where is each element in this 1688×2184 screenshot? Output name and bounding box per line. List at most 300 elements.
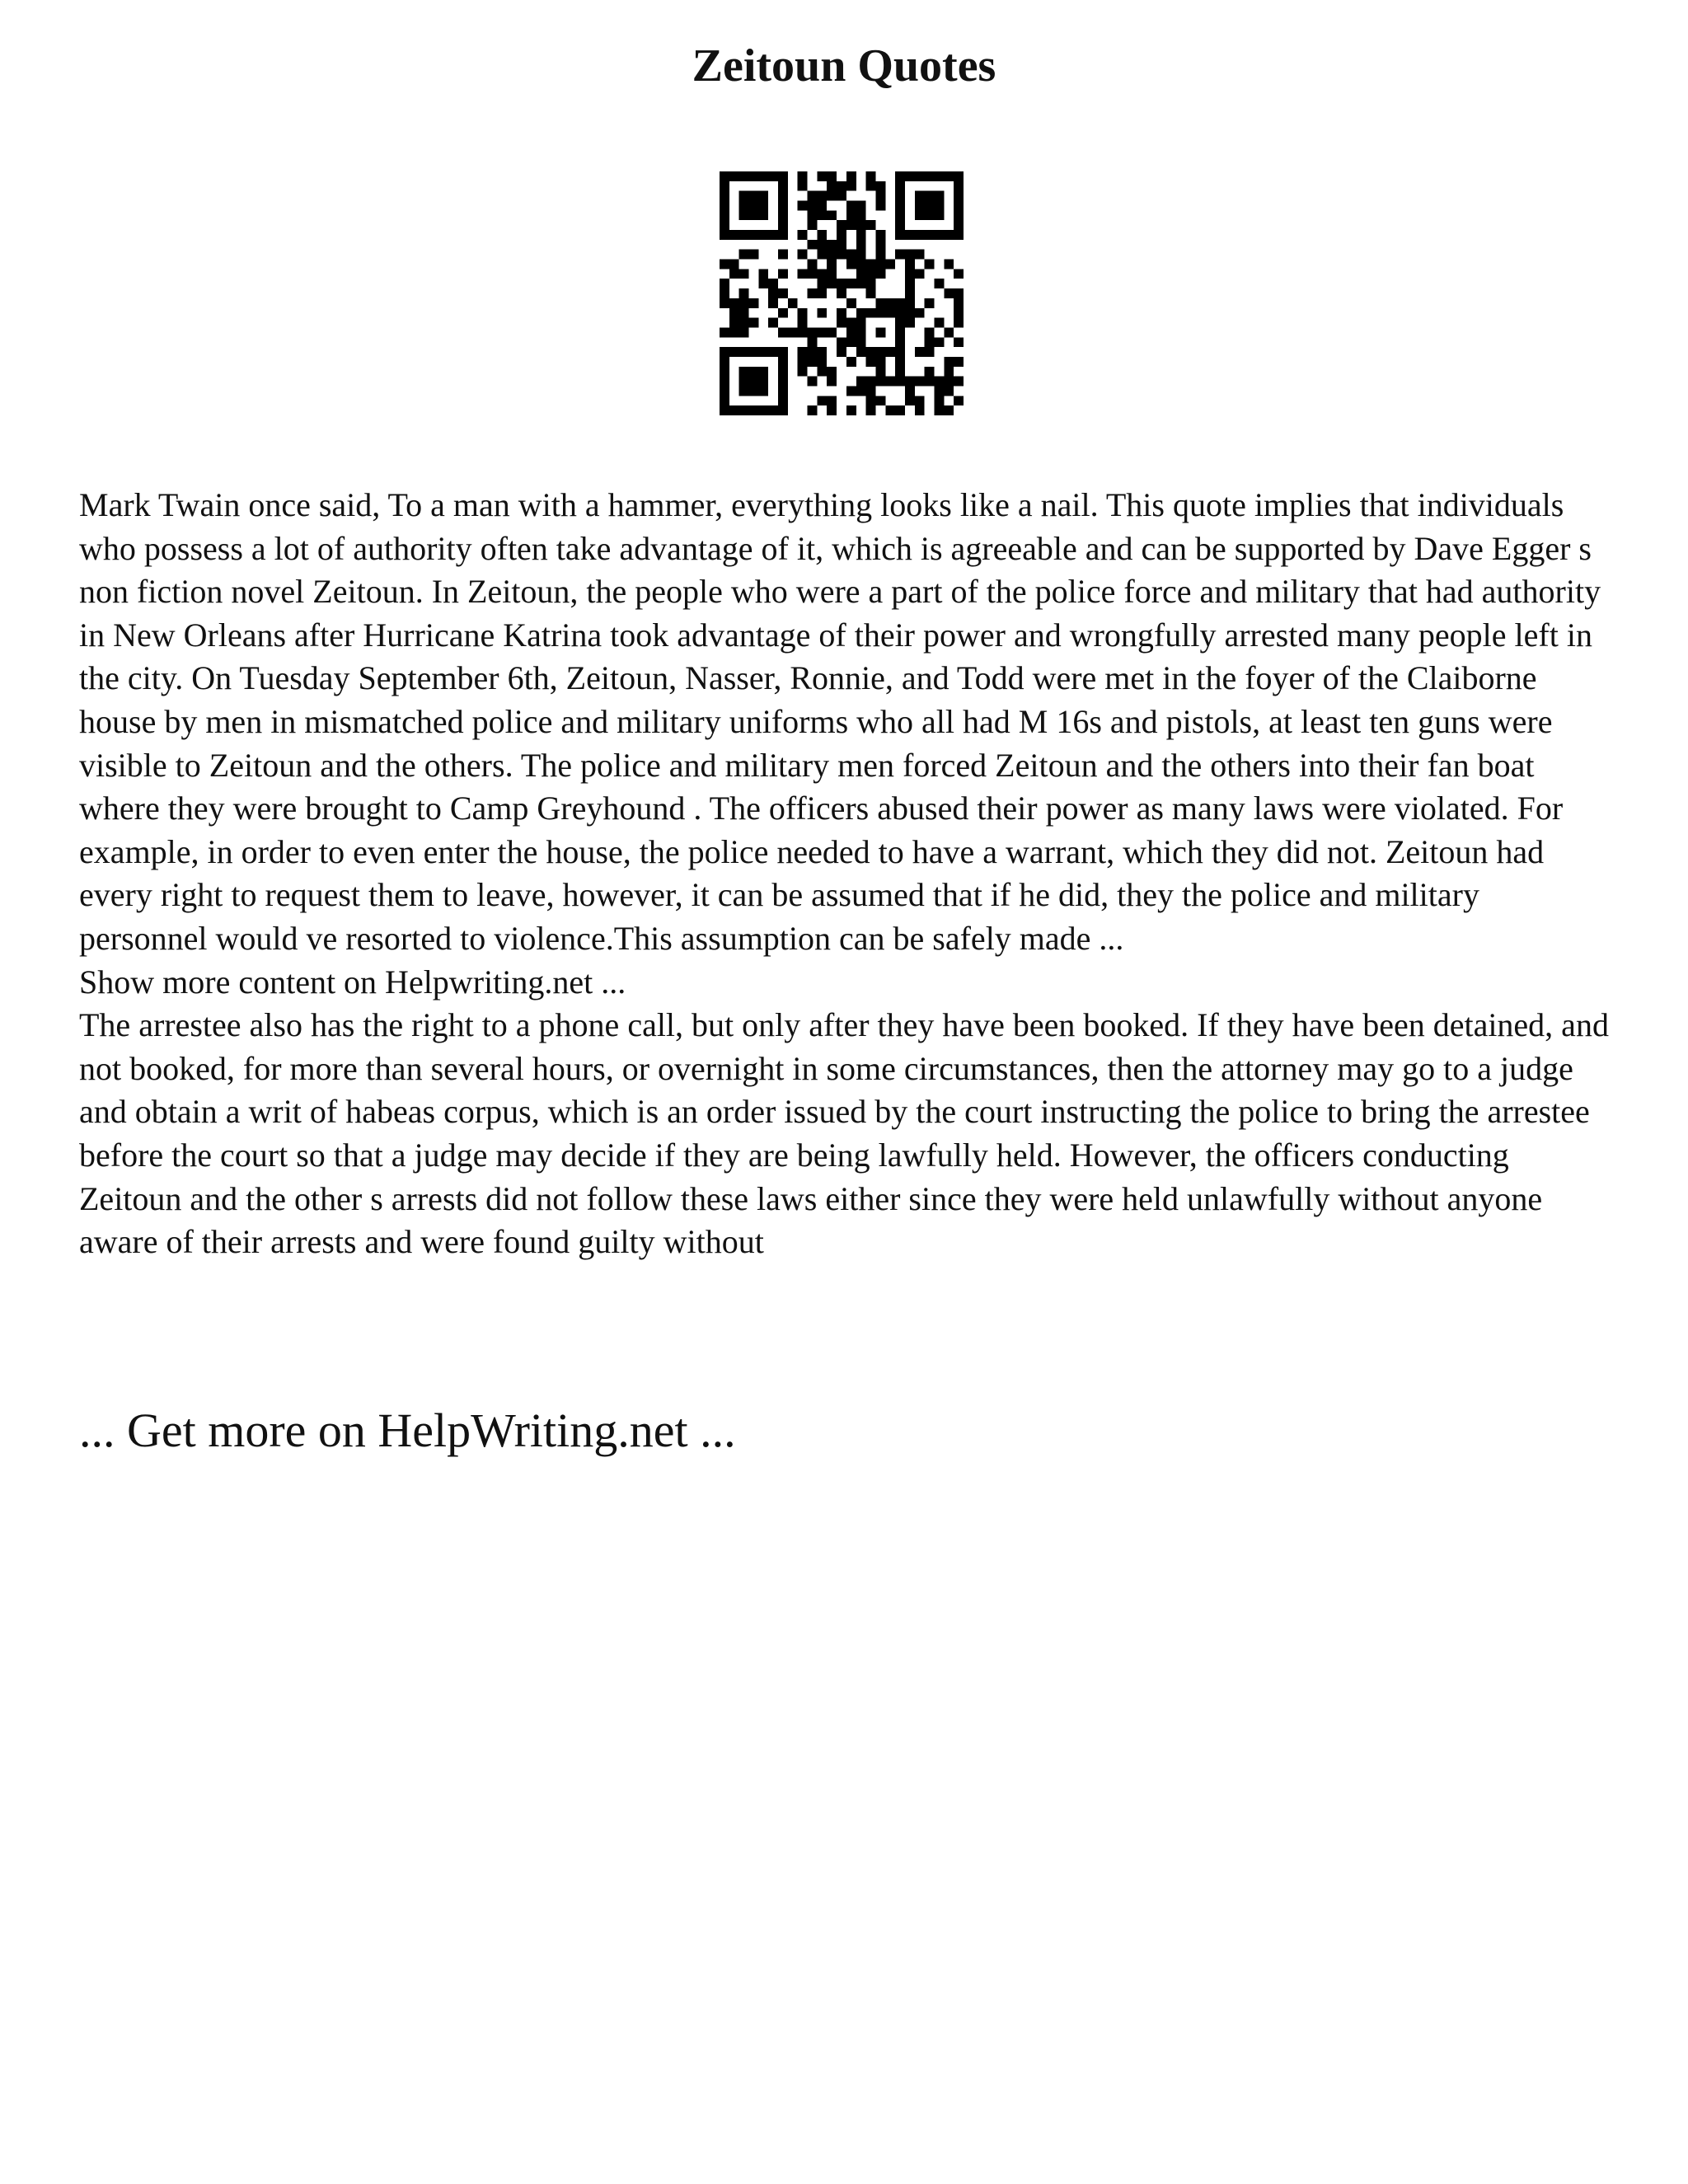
qr-module — [720, 230, 729, 240]
qr-module — [954, 337, 964, 347]
qr-module — [827, 367, 837, 377]
qr-module — [749, 298, 759, 308]
qr-module — [720, 405, 729, 415]
qr-module — [944, 288, 954, 298]
qr-module — [875, 327, 885, 337]
qr-module — [720, 377, 729, 387]
qr-module — [808, 220, 818, 230]
qr-module — [720, 210, 729, 220]
qr-module — [837, 308, 846, 318]
qr-module — [895, 308, 905, 318]
qr-module — [808, 327, 818, 337]
qr-module — [866, 396, 876, 405]
qr-module — [798, 269, 808, 279]
qr-module — [905, 308, 915, 318]
qr-module — [954, 269, 964, 279]
qr-module — [875, 181, 885, 191]
qr-module — [905, 260, 915, 269]
qr-code-icon — [720, 171, 964, 415]
qr-module — [778, 181, 788, 191]
qr-module — [915, 230, 925, 240]
qr-module — [954, 396, 964, 405]
qr-module — [758, 367, 768, 377]
qr-module — [856, 308, 866, 318]
qr-module — [817, 210, 827, 220]
qr-module — [729, 298, 739, 308]
qr-module — [720, 181, 729, 191]
qr-module — [817, 269, 827, 279]
qr-module — [798, 250, 808, 260]
qr-module — [925, 347, 935, 357]
qr-module — [875, 201, 885, 211]
qr-module — [739, 171, 749, 181]
qr-module — [837, 337, 846, 347]
qr-module — [934, 318, 944, 328]
qr-module — [808, 191, 818, 201]
qr-module — [778, 230, 788, 240]
qr-module — [827, 171, 837, 181]
qr-module — [856, 250, 866, 260]
qr-module — [720, 201, 729, 211]
qr-module — [856, 269, 866, 279]
qr-module — [895, 347, 905, 357]
qr-module — [875, 260, 885, 269]
qr-module — [954, 220, 964, 230]
qr-module — [778, 327, 788, 337]
qr-module — [895, 405, 905, 415]
qr-module — [837, 240, 846, 250]
qr-module — [798, 308, 808, 318]
qr-module — [798, 347, 808, 357]
paragraph-2: The arrestee also has the right to a phone call, but only after they have been booked. If they have been detained, and not booked, for more than several hours, or overnight in some circumstances, then the attorney may go to a judge and obtain a writ of habeas corpus, which is an order issued by the court instructing the police to bring the arrestee before the court so that a judge may decide if they are being lawfully held. However, the officers conducting Zeitoun and the other s arrests did not follow these laws either since they were held unlawfully without anyone aware of their arrests and were found guilty without — [79, 1006, 1609, 1261]
qr-module — [856, 220, 866, 230]
qr-module — [778, 347, 788, 357]
qr-module — [866, 288, 876, 298]
qr-module — [720, 279, 729, 288]
qr-module — [768, 347, 778, 357]
qr-module — [758, 171, 768, 181]
qr-module — [856, 377, 866, 387]
qr-module — [827, 210, 837, 220]
qr-module — [895, 220, 905, 230]
qr-module — [944, 171, 954, 181]
qr-module — [739, 327, 749, 337]
qr-module — [739, 386, 749, 396]
qr-module — [875, 396, 885, 405]
qr-module — [749, 191, 759, 201]
qr-module — [866, 220, 876, 230]
qr-module — [808, 288, 818, 298]
qr-module — [895, 367, 905, 377]
qr-module — [739, 201, 749, 211]
qr-module — [875, 250, 885, 260]
qr-module — [758, 386, 768, 396]
qr-module — [827, 396, 837, 405]
qr-module — [768, 171, 778, 181]
qr-module — [788, 298, 798, 308]
qr-module — [768, 298, 778, 308]
qr-module — [895, 191, 905, 201]
qr-module — [875, 308, 885, 318]
qr-module — [895, 171, 905, 181]
qr-module — [846, 327, 856, 337]
qr-module — [954, 201, 964, 211]
qr-module — [925, 367, 935, 377]
qr-module — [866, 308, 876, 318]
qr-module — [768, 288, 778, 298]
qr-module — [758, 191, 768, 201]
qr-module — [808, 269, 818, 279]
qr-module — [778, 288, 788, 298]
qr-module — [905, 269, 915, 279]
qr-module — [817, 191, 827, 201]
qr-module — [905, 250, 915, 260]
qr-module — [817, 396, 827, 405]
qr-module — [749, 377, 759, 387]
qr-module — [895, 210, 905, 220]
show-more-link[interactable]: Show more content on Helpwriting.net ... — [79, 963, 626, 1001]
qr-module — [837, 230, 846, 240]
qr-module — [856, 230, 866, 240]
qr-module — [915, 210, 925, 220]
qr-module — [749, 230, 759, 240]
qr-module — [856, 327, 866, 337]
qr-module — [720, 260, 729, 269]
qr-module — [915, 191, 925, 201]
qr-module — [739, 191, 749, 201]
qr-module — [925, 171, 935, 181]
qr-module — [778, 171, 788, 181]
qr-module — [778, 220, 788, 230]
qr-module — [866, 405, 876, 415]
qr-module — [808, 201, 818, 211]
qr-module — [944, 230, 954, 240]
article-body — [79, 484, 1612, 1264]
qr-module — [846, 260, 856, 269]
qr-module — [798, 367, 808, 377]
qr-module — [905, 171, 915, 181]
qr-module — [954, 181, 964, 191]
qr-module — [739, 269, 749, 279]
qr-module — [875, 377, 885, 387]
qr-module — [739, 298, 749, 308]
qr-module — [885, 260, 895, 269]
qr-module — [866, 347, 876, 357]
qr-module — [875, 347, 885, 357]
qr-module — [817, 308, 827, 318]
qr-module — [778, 201, 788, 211]
qr-module — [739, 308, 749, 318]
qr-module — [768, 279, 778, 288]
qr-module — [875, 191, 885, 201]
qr-module — [895, 318, 905, 328]
qr-module — [739, 347, 749, 357]
qr-module — [749, 367, 759, 377]
qr-module — [758, 405, 768, 415]
qr-module — [808, 377, 818, 387]
qr-module — [778, 269, 788, 279]
paragraph-1: Mark Twain once said, To a man with a hammer, everything looks like a nail. This quote implies that individuals who possess a lot of authority often take advantage of it, which is agreeable and can be supported by Dave Egger s non fiction novel Zeitoun. In Zeitoun, the people who were a part of the police force and military that had authority in New Orleans after Hurricane Katrina took advantage of their power and wrongfully arrested many people left in the city. On Tuesday September 6th, Zeitoun, Nasser, Ronnie, and Todd were met in the foyer of the Claiborne house by men in mismatched police and military uniforms who all had M 16s and pistols, at least ten guns were visible to Zeitoun and the others. The police and military men forced Zeitoun and the others into their fan boat where they were brought to Camp Greyhound . The officers abused their power as many laws were violated. For example, in order to even enter the house, the police needed to have a warrant, which they did not. Zeitoun had every right to request them to leave, however, it can be assumed that if he did, they the police and military personnel would ve resorted to violence.This assumption can be safely made ... — [79, 486, 1601, 957]
page-title: Zeitoun Quotes — [692, 40, 996, 91]
qr-module — [808, 357, 818, 367]
qr-module — [954, 308, 964, 318]
qr-module — [749, 210, 759, 220]
qr-module — [895, 377, 905, 387]
qr-module — [934, 201, 944, 211]
qr-module — [954, 230, 964, 240]
qr-module — [768, 318, 778, 328]
qr-module — [758, 230, 768, 240]
qr-module — [866, 260, 876, 269]
qr-module — [739, 230, 749, 240]
qr-module — [856, 347, 866, 357]
qr-module — [866, 279, 876, 288]
qr-module — [837, 318, 846, 328]
qr-module — [837, 250, 846, 260]
qr-module — [739, 405, 749, 415]
qr-module — [895, 230, 905, 240]
qr-module — [934, 171, 944, 181]
qr-module — [827, 405, 837, 415]
qr-module — [885, 405, 895, 415]
qr-module — [954, 191, 964, 201]
qr-module — [925, 210, 935, 220]
qr-module — [749, 201, 759, 211]
qr-module — [827, 377, 837, 387]
qr-module — [837, 279, 846, 288]
qr-module — [846, 201, 856, 211]
qr-module — [827, 191, 837, 201]
qr-module — [846, 210, 856, 220]
qr-module — [739, 318, 749, 328]
qr-module — [944, 357, 954, 367]
qr-module — [827, 279, 837, 288]
qr-module — [846, 181, 856, 191]
qr-module — [778, 367, 788, 377]
qr-module — [846, 405, 856, 415]
qr-module — [944, 405, 954, 415]
qr-module — [866, 377, 876, 387]
qr-module — [798, 327, 808, 337]
qr-module — [837, 220, 846, 230]
qr-module — [720, 396, 729, 405]
qr-module — [856, 210, 866, 220]
qr-module — [915, 269, 925, 279]
qr-module — [778, 396, 788, 405]
qr-module — [915, 201, 925, 211]
qr-module — [934, 386, 944, 396]
qr-module — [954, 298, 964, 308]
qr-module — [866, 171, 876, 181]
qr-module — [885, 298, 895, 308]
qr-module — [885, 347, 895, 357]
qr-module — [905, 298, 915, 308]
qr-module — [944, 367, 954, 377]
qr-module — [808, 260, 818, 269]
qr-module — [846, 318, 856, 328]
qr-module — [827, 250, 837, 260]
qr-module — [808, 240, 818, 250]
qr-module — [749, 405, 759, 415]
qr-module — [837, 181, 846, 191]
qr-module — [954, 171, 964, 181]
qr-module — [856, 260, 866, 269]
qr-module — [934, 405, 944, 415]
qr-module — [788, 327, 798, 337]
qr-module — [749, 171, 759, 181]
qr-module — [758, 347, 768, 357]
qr-module — [846, 220, 856, 230]
qr-module — [817, 327, 827, 337]
qr-module — [798, 171, 808, 181]
qr-module — [934, 337, 944, 347]
qr-module — [729, 230, 739, 240]
qr-module — [739, 288, 749, 298]
qr-module — [895, 298, 905, 308]
qr-module — [915, 171, 925, 181]
qr-module — [954, 377, 964, 387]
qr-module — [778, 308, 788, 318]
qr-module — [875, 230, 885, 240]
qr-module — [925, 298, 935, 308]
qr-module — [778, 210, 788, 220]
qr-module — [925, 260, 935, 269]
qr-module — [905, 386, 915, 396]
qr-module — [934, 377, 944, 387]
qr-module — [758, 269, 768, 279]
qr-module — [758, 210, 768, 220]
qr-module — [827, 260, 837, 269]
qr-module — [925, 201, 935, 211]
qr-module — [875, 357, 885, 367]
qr-module — [729, 405, 739, 415]
qr-module — [846, 386, 856, 396]
qr-module — [808, 210, 818, 220]
qr-module — [817, 279, 827, 288]
qr-module — [856, 279, 866, 288]
qr-module — [905, 377, 915, 387]
qr-module — [720, 327, 729, 337]
qr-module — [925, 337, 935, 347]
qr-module — [739, 377, 749, 387]
qr-module — [856, 337, 866, 347]
qr-module — [905, 279, 915, 288]
qr-module — [758, 201, 768, 211]
qr-module — [749, 386, 759, 396]
qr-module — [720, 386, 729, 396]
qr-module — [915, 377, 925, 387]
qr-module — [856, 318, 866, 328]
get-more-link[interactable]: ... Get more on HelpWriting.net ... — [79, 1404, 736, 1457]
qr-module — [817, 201, 827, 211]
qr-module — [954, 288, 964, 298]
qr-module — [798, 357, 808, 367]
qr-module — [846, 298, 856, 308]
qr-module — [729, 269, 739, 279]
qr-module — [778, 377, 788, 387]
qr-module — [885, 377, 895, 387]
qr-module — [856, 201, 866, 211]
qr-module — [817, 357, 827, 367]
qr-module — [749, 318, 759, 328]
qr-module — [817, 288, 827, 298]
qr-module — [768, 230, 778, 240]
qr-module — [954, 210, 964, 220]
qr-module — [885, 308, 895, 318]
qr-module — [817, 171, 827, 181]
qr-module — [875, 298, 885, 308]
qr-module — [778, 405, 788, 415]
qr-module — [720, 347, 729, 357]
qr-module — [895, 181, 905, 191]
qr-module — [827, 269, 837, 279]
qr-module — [866, 357, 876, 367]
qr-module — [798, 230, 808, 240]
qr-module — [729, 327, 739, 337]
qr-module — [934, 191, 944, 201]
qr-module — [934, 210, 944, 220]
qr-module — [729, 347, 739, 357]
qr-module — [778, 386, 788, 396]
qr-module — [915, 396, 925, 405]
qr-module — [856, 386, 866, 396]
qr-module — [798, 318, 808, 328]
qr-module — [739, 367, 749, 377]
qr-module — [749, 250, 759, 260]
qr-module — [817, 230, 827, 240]
qr-module — [720, 367, 729, 377]
qr-module — [758, 377, 768, 387]
qr-module — [729, 308, 739, 318]
qr-module — [925, 230, 935, 240]
qr-module — [837, 347, 846, 357]
qr-module — [895, 250, 905, 260]
qr-module — [720, 191, 729, 201]
qr-module — [866, 269, 876, 279]
qr-module — [827, 181, 837, 191]
qr-module — [837, 288, 846, 298]
qr-module — [895, 201, 905, 211]
qr-module — [866, 181, 876, 191]
qr-module — [778, 357, 788, 367]
qr-module — [954, 318, 964, 328]
qr-module — [934, 396, 944, 405]
qr-module — [895, 337, 905, 347]
qr-module — [778, 191, 788, 201]
qr-module — [720, 171, 729, 181]
qr-module — [846, 279, 856, 288]
qr-module — [915, 405, 925, 415]
qr-module — [895, 327, 905, 337]
qr-module — [817, 250, 827, 260]
qr-module — [798, 201, 808, 211]
qr-module — [729, 260, 739, 269]
qr-module — [915, 347, 925, 357]
qr-module — [944, 260, 954, 269]
qr-module — [729, 318, 739, 328]
qr-module — [808, 337, 818, 347]
qr-module — [837, 191, 846, 201]
qr-module — [856, 240, 866, 250]
qr-module — [925, 327, 935, 337]
qr-module — [720, 220, 729, 230]
qr-module — [798, 181, 808, 191]
qr-module — [905, 318, 915, 328]
qr-module — [875, 367, 885, 377]
qr-module — [827, 327, 837, 337]
qr-module — [875, 240, 885, 250]
qr-module — [875, 269, 885, 279]
